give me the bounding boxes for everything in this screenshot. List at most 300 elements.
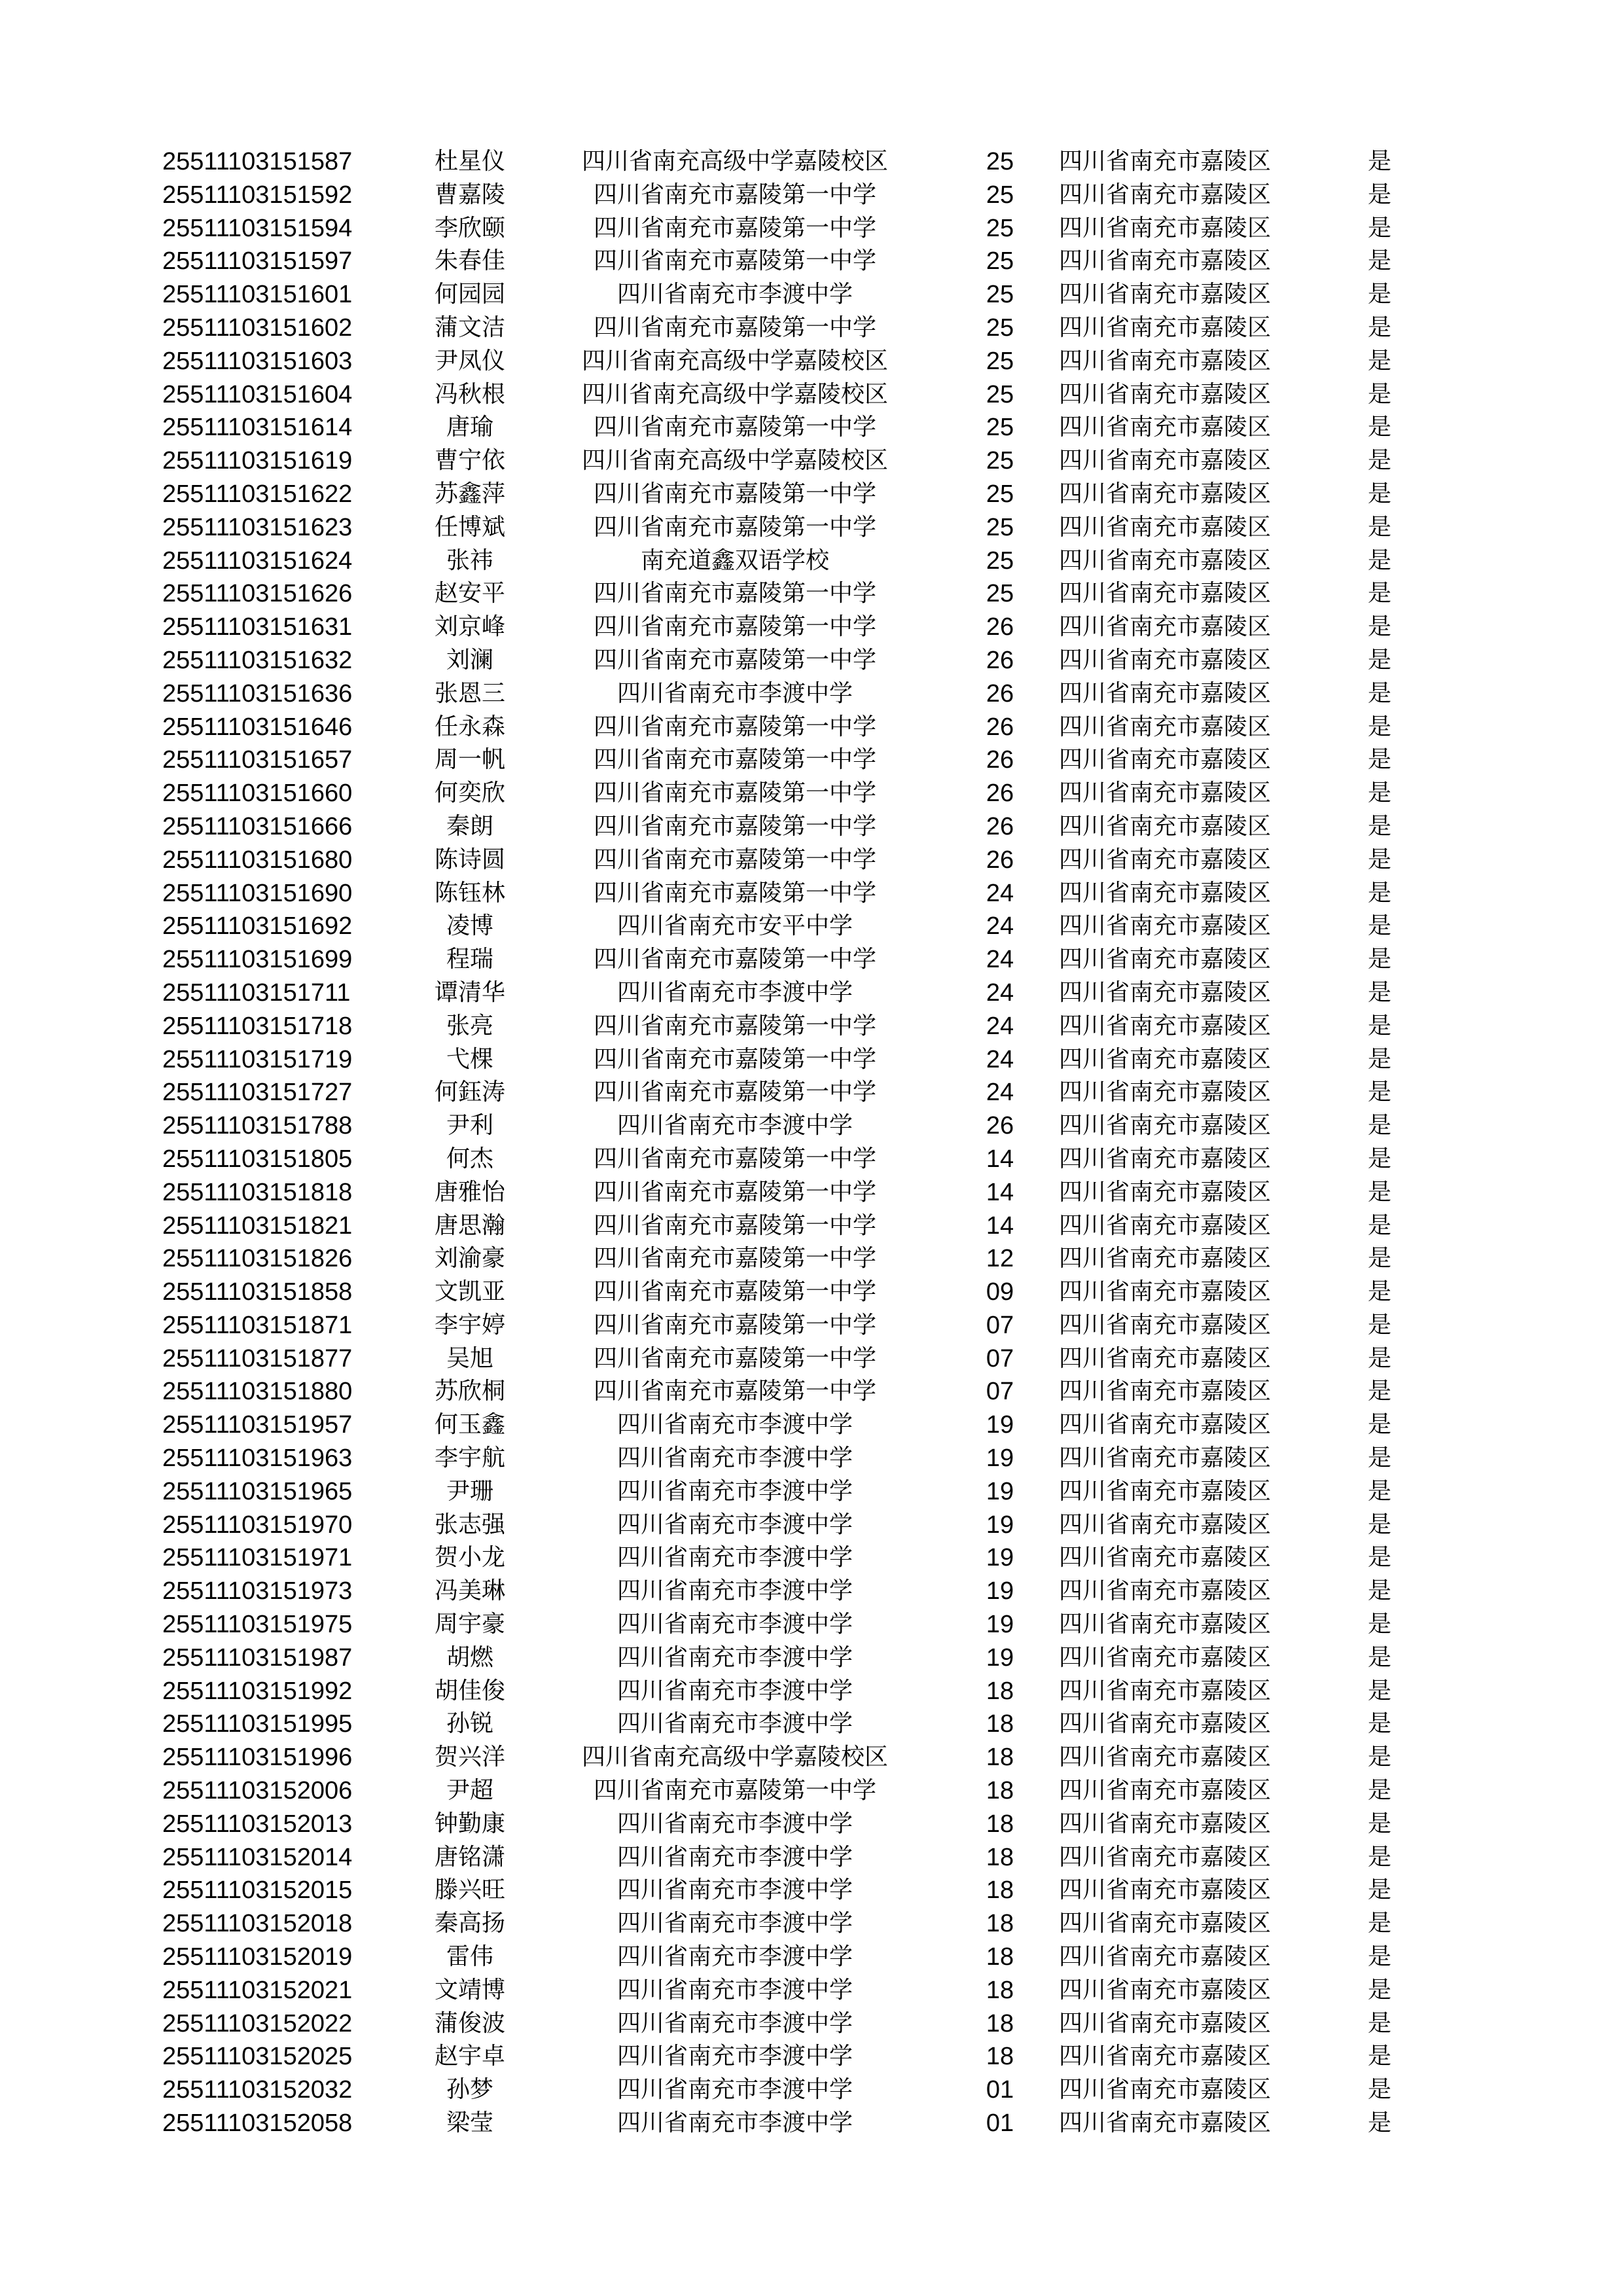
student-name-cell: 凌博 [446, 912, 493, 940]
status-cell: 是 [1367, 1112, 1391, 1139]
district-cell: 四川省南充市嘉陵区 [1059, 1311, 1272, 1338]
table-row [162, 245, 1438, 278]
school-cell: 四川省南充市李渡中学 [616, 1643, 853, 1671]
student-name-cell: 秦高扬 [434, 1910, 505, 1937]
class-number-cell: 18 [986, 2009, 1014, 2037]
exam-number-cell: 25511103152021 [162, 1976, 353, 2004]
table-row [162, 1442, 1438, 1475]
status-cell: 是 [1367, 148, 1391, 175]
class-number-cell: 24 [986, 978, 1014, 1007]
district-cell: 四川省南充市嘉陵区 [1059, 1843, 1272, 1871]
exam-number-cell: 25511103151719 [162, 1045, 353, 1073]
school-cell: 四川省南充高级中学嘉陵校区 [581, 447, 888, 475]
status-cell: 是 [1367, 780, 1391, 807]
student-name-cell: 张志强 [434, 1511, 505, 1538]
class-number-cell: 26 [986, 1112, 1014, 1140]
student-name-cell: 蒲文洁 [434, 314, 505, 341]
class-number-cell: 09 [986, 1278, 1014, 1306]
class-number-cell: 25 [986, 580, 1014, 608]
school-cell: 四川省南充市李渡中学 [616, 1910, 853, 1937]
school-cell: 四川省南充高级中学嘉陵校区 [581, 380, 888, 408]
table-row [162, 378, 1438, 412]
district-cell: 四川省南充市嘉陵区 [1059, 1643, 1272, 1671]
district-cell: 四川省南充市嘉陵区 [1059, 679, 1272, 707]
class-number-cell: 19 [986, 1544, 1014, 1572]
class-number-cell: 24 [986, 879, 1014, 907]
status-cell: 是 [1367, 846, 1391, 873]
student-name-cell: 刘澜 [446, 646, 493, 673]
student-name-cell: 文靖博 [434, 1976, 505, 2003]
table-row [162, 1375, 1438, 1408]
status-cell: 是 [1367, 1311, 1391, 1338]
student-name-cell: 胡佳俊 [434, 1677, 505, 1704]
school-cell: 四川省南充高级中学嘉陵校区 [581, 347, 888, 374]
school-cell: 四川省南充市嘉陵第一中学 [593, 314, 876, 341]
student-name-cell: 张恩三 [434, 679, 505, 707]
class-number-cell: 25 [986, 547, 1014, 575]
exam-number-cell: 25511103152013 [162, 1810, 353, 1838]
exam-number-cell: 25511103152006 [162, 1777, 353, 1805]
student-name-cell: 冯美琳 [434, 1577, 505, 1605]
district-cell: 四川省南充市嘉陵区 [1059, 247, 1272, 275]
class-number-cell: 26 [986, 746, 1014, 774]
table-row [162, 1176, 1438, 1210]
district-cell: 四川省南充市嘉陵区 [1059, 1777, 1272, 1804]
student-name-cell: 吴旭 [446, 1344, 493, 1372]
class-number-cell: 18 [986, 2043, 1014, 2071]
school-cell: 四川省南充市嘉陵第一中学 [593, 1311, 876, 1338]
exam-number-cell: 25511103151587 [162, 148, 353, 175]
status-cell: 是 [1367, 1477, 1391, 1505]
class-number-cell: 25 [986, 347, 1014, 375]
district-cell: 四川省南充市嘉陵区 [1059, 1810, 1272, 1837]
school-cell: 四川省南充市嘉陵第一中学 [593, 1245, 876, 1272]
student-name-cell: 张亮 [446, 1012, 493, 1039]
exam-number-cell: 25511103151594 [162, 214, 353, 242]
student-list-body [162, 145, 1438, 2140]
table-row [162, 278, 1438, 312]
district-cell: 四川省南充市嘉陵区 [1059, 513, 1272, 541]
exam-number-cell: 25511103151963 [162, 1444, 353, 1473]
table-row [162, 910, 1438, 943]
student-name-cell: 何玉鑫 [434, 1411, 505, 1439]
district-cell: 四川省南充市嘉陵区 [1059, 281, 1272, 308]
table-row [162, 1874, 1438, 1907]
table-row [162, 1276, 1438, 1309]
table-row [162, 1043, 1438, 1077]
exam-number-cell: 25511103151970 [162, 1511, 353, 1539]
student-name-cell: 任永森 [434, 713, 505, 740]
status-cell: 是 [1367, 281, 1391, 308]
district-cell: 四川省南充市嘉陵区 [1059, 1145, 1272, 1172]
district-cell: 四川省南充市嘉陵区 [1059, 2076, 1272, 2104]
district-cell: 四川省南充市嘉陵区 [1059, 1477, 1272, 1505]
school-cell: 四川省南充市李渡中学 [616, 281, 853, 308]
status-cell: 是 [1367, 1677, 1391, 1704]
table-row [162, 577, 1438, 611]
table-row [162, 1941, 1438, 1974]
district-cell: 四川省南充市嘉陵区 [1059, 1079, 1272, 1106]
table-row [162, 1675, 1438, 1708]
student-name-cell: 曹宁依 [434, 447, 505, 475]
exam-number-cell: 25511103152032 [162, 2076, 353, 2104]
school-cell: 四川省南充市李渡中学 [616, 1112, 853, 1139]
student-name-cell: 钟勤康 [434, 1810, 505, 1837]
district-cell: 四川省南充市嘉陵区 [1059, 1611, 1272, 1638]
exam-number-cell: 25511103151957 [162, 1411, 353, 1439]
student-name-cell: 文凯亚 [434, 1278, 505, 1306]
status-cell: 是 [1367, 2009, 1391, 2037]
table-row [162, 411, 1438, 444]
status-cell: 是 [1367, 1278, 1391, 1306]
school-cell: 四川省南充市李渡中学 [616, 1511, 853, 1538]
student-name-cell: 何鈺涛 [434, 1079, 505, 1106]
student-name-cell: 李宇航 [434, 1444, 505, 1472]
student-name-cell: 何奕欣 [434, 780, 505, 807]
class-number-cell: 01 [986, 2076, 1014, 2104]
school-cell: 四川省南充市李渡中学 [616, 978, 853, 1006]
table-row [162, 1608, 1438, 1641]
class-number-cell: 26 [986, 613, 1014, 641]
school-cell: 四川省南充市李渡中学 [616, 679, 853, 707]
exam-number-cell: 25511103151646 [162, 713, 353, 741]
district-cell: 四川省南充市嘉陵区 [1059, 2109, 1272, 2137]
school-cell: 四川省南充市李渡中学 [616, 1544, 853, 1571]
district-cell: 四川省南充市嘉陵区 [1059, 1411, 1272, 1439]
exam-number-cell: 25511103151657 [162, 746, 353, 774]
status-cell: 是 [1367, 2043, 1391, 2070]
table-row [162, 1010, 1438, 1043]
exam-number-cell: 25511103151975 [162, 1611, 353, 1639]
student-name-cell: 唐思瀚 [434, 1211, 505, 1239]
status-cell: 是 [1367, 1976, 1391, 2003]
class-number-cell: 18 [986, 1710, 1014, 1738]
student-name-cell: 雷伟 [446, 1943, 493, 1971]
district-cell: 四川省南充市嘉陵区 [1059, 1910, 1272, 1937]
status-cell: 是 [1367, 214, 1391, 242]
class-number-cell: 25 [986, 513, 1014, 541]
status-cell: 是 [1367, 380, 1391, 408]
exam-number-cell: 25511103152019 [162, 1943, 353, 1971]
exam-number-cell: 25511103151718 [162, 1012, 353, 1040]
student-name-cell: 弋棵 [446, 1045, 493, 1073]
status-cell: 是 [1367, 1876, 1391, 1904]
exam-number-cell: 25511103151626 [162, 580, 353, 608]
student-name-cell: 张祎 [446, 547, 493, 574]
class-number-cell: 18 [986, 1976, 1014, 2004]
district-cell: 四川省南充市嘉陵区 [1059, 580, 1272, 607]
class-number-cell: 24 [986, 912, 1014, 941]
table-row [162, 1575, 1438, 1608]
class-number-cell: 18 [986, 1910, 1014, 1938]
district-cell: 四川省南充市嘉陵区 [1059, 447, 1272, 475]
exam-number-cell: 25511103151614 [162, 414, 353, 442]
school-cell: 四川省南充市李渡中学 [616, 2109, 853, 2137]
district-cell: 四川省南充市嘉陵区 [1059, 1278, 1272, 1306]
class-number-cell: 26 [986, 679, 1014, 708]
district-cell: 四川省南充市嘉陵区 [1059, 912, 1272, 940]
status-cell: 是 [1367, 247, 1391, 275]
exam-number-cell: 25511103151699 [162, 946, 353, 974]
district-cell: 四川省南充市嘉陵区 [1059, 613, 1272, 641]
district-cell: 四川省南充市嘉陵区 [1059, 1677, 1272, 1704]
table-row [162, 2040, 1438, 2073]
school-cell: 四川省南充高级中学嘉陵校区 [581, 1744, 888, 1771]
table-row [162, 1841, 1438, 1874]
table-row [162, 1475, 1438, 1509]
status-cell: 是 [1367, 646, 1391, 673]
exam-number-cell: 25511103151727 [162, 1079, 353, 1107]
school-cell: 四川省南充市李渡中学 [616, 2076, 853, 2104]
class-number-cell: 19 [986, 1411, 1014, 1439]
status-cell: 是 [1367, 1943, 1391, 1971]
status-cell: 是 [1367, 2076, 1391, 2104]
exam-number-cell: 25511103151995 [162, 1710, 353, 1738]
exam-number-cell: 25511103151996 [162, 1744, 353, 1772]
district-cell: 四川省南充市嘉陵区 [1059, 946, 1272, 973]
table-row [162, 1774, 1438, 1808]
table-row [162, 1143, 1438, 1176]
exam-number-cell: 25511103152022 [162, 2009, 353, 2037]
district-cell: 四川省南充市嘉陵区 [1059, 347, 1272, 374]
exam-number-cell: 25511103151666 [162, 812, 353, 840]
table-row [162, 2107, 1438, 2140]
status-cell: 是 [1367, 1910, 1391, 1937]
status-cell: 是 [1367, 1145, 1391, 1172]
status-cell: 是 [1367, 1643, 1391, 1671]
student-name-cell: 曹嘉陵 [434, 181, 505, 208]
status-cell: 是 [1367, 1444, 1391, 1472]
status-cell: 是 [1367, 1577, 1391, 1605]
status-cell: 是 [1367, 912, 1391, 940]
table-row [162, 1708, 1438, 1741]
class-number-cell: 25 [986, 447, 1014, 475]
status-cell: 是 [1367, 181, 1391, 208]
class-number-cell: 19 [986, 1477, 1014, 1505]
student-name-cell: 苏鑫萍 [434, 480, 505, 507]
exam-number-cell: 25511103151690 [162, 879, 353, 907]
status-cell: 是 [1367, 414, 1391, 441]
exam-number-cell: 25511103151624 [162, 547, 353, 575]
table-row [162, 777, 1438, 810]
student-name-cell: 刘京峰 [434, 613, 505, 641]
status-cell: 是 [1367, 1777, 1391, 1804]
student-name-cell: 贺兴洋 [434, 1744, 505, 1771]
status-cell: 是 [1367, 1511, 1391, 1538]
student-name-cell: 唐铭潇 [434, 1843, 505, 1871]
class-number-cell: 26 [986, 646, 1014, 674]
exam-number-cell: 25511103152018 [162, 1910, 353, 1938]
status-cell: 是 [1367, 613, 1391, 641]
table-row [162, 943, 1438, 977]
exam-number-cell: 25511103151805 [162, 1145, 353, 1173]
school-cell: 四川省南充市嘉陵第一中学 [593, 247, 876, 275]
class-number-cell: 25 [986, 314, 1014, 342]
table-row [162, 1076, 1438, 1109]
student-name-cell: 李欣颐 [434, 214, 505, 242]
exam-number-cell: 25511103151818 [162, 1178, 353, 1206]
district-cell: 四川省南充市嘉陵区 [1059, 380, 1272, 408]
status-cell: 是 [1367, 314, 1391, 341]
table-row [162, 312, 1438, 345]
student-name-cell: 朱春佳 [434, 247, 505, 275]
student-name-cell: 蒲俊波 [434, 2009, 505, 2037]
status-cell: 是 [1367, 978, 1391, 1006]
student-name-cell: 贺小龙 [434, 1544, 505, 1571]
school-cell: 四川省南充市嘉陵第一中学 [593, 713, 876, 740]
class-number-cell: 26 [986, 780, 1014, 808]
school-cell: 四川省南充市李渡中学 [616, 1810, 853, 1837]
exam-number-cell: 25511103151692 [162, 912, 353, 941]
exam-number-cell: 25511103151603 [162, 347, 353, 375]
district-cell: 四川省南充市嘉陵区 [1059, 1744, 1272, 1771]
exam-number-cell: 25511103151965 [162, 1477, 353, 1505]
status-cell: 是 [1367, 746, 1391, 774]
status-cell: 是 [1367, 513, 1391, 541]
table-row [162, 444, 1438, 478]
district-cell: 四川省南充市嘉陵区 [1059, 480, 1272, 507]
school-cell: 四川省南充市李渡中学 [616, 1477, 853, 1505]
school-cell: 四川省南充市嘉陵第一中学 [593, 1178, 876, 1206]
exam-number-cell: 25511103151877 [162, 1344, 353, 1372]
school-cell: 四川省南充市嘉陵第一中学 [593, 780, 876, 807]
class-number-cell: 25 [986, 148, 1014, 175]
class-number-cell: 07 [986, 1311, 1014, 1339]
status-cell: 是 [1367, 1544, 1391, 1571]
district-cell: 四川省南充市嘉陵区 [1059, 1045, 1272, 1073]
student-name-cell: 刘渝豪 [434, 1245, 505, 1272]
class-number-cell: 25 [986, 281, 1014, 309]
district-cell: 四川省南充市嘉陵区 [1059, 1444, 1272, 1472]
student-name-cell: 胡燃 [446, 1643, 493, 1671]
exam-number-cell: 25511103151604 [162, 380, 353, 408]
district-cell: 四川省南充市嘉陵区 [1059, 414, 1272, 441]
class-number-cell: 24 [986, 946, 1014, 974]
exam-number-cell: 25511103151858 [162, 1278, 353, 1306]
student-name-cell: 尹珊 [446, 1477, 493, 1505]
table-row [162, 1741, 1438, 1774]
exam-number-cell: 25511103151623 [162, 513, 353, 541]
class-number-cell: 26 [986, 846, 1014, 874]
district-cell: 四川省南充市嘉陵区 [1059, 1976, 1272, 2003]
district-cell: 四川省南充市嘉陵区 [1059, 1344, 1272, 1372]
student-name-cell: 陈诗圆 [434, 846, 505, 873]
school-cell: 四川省南充市嘉陵第一中学 [593, 1145, 876, 1172]
class-number-cell: 19 [986, 1611, 1014, 1639]
district-cell: 四川省南充市嘉陵区 [1059, 646, 1272, 673]
table-row [162, 611, 1438, 644]
school-cell: 四川省南充市嘉陵第一中学 [593, 1777, 876, 1804]
district-cell: 四川省南充市嘉陵区 [1059, 2043, 1272, 2070]
district-cell: 四川省南充市嘉陵区 [1059, 148, 1272, 175]
class-number-cell: 25 [986, 414, 1014, 442]
school-cell: 四川省南充市嘉陵第一中学 [593, 646, 876, 673]
status-cell: 是 [1367, 679, 1391, 707]
exam-number-cell: 25511103152015 [162, 1876, 353, 1905]
table-row [162, 179, 1438, 212]
class-number-cell: 18 [986, 1876, 1014, 1905]
school-cell: 四川省南充市嘉陵第一中学 [593, 746, 876, 774]
student-name-cell: 赵安平 [434, 580, 505, 607]
district-cell: 四川省南充市嘉陵区 [1059, 1245, 1272, 1272]
class-number-cell: 24 [986, 1079, 1014, 1107]
school-cell: 四川省南充市嘉陵第一中学 [593, 181, 876, 208]
school-cell: 四川省南充市李渡中学 [616, 1943, 853, 1971]
table-row [162, 644, 1438, 677]
table-row [162, 478, 1438, 511]
status-cell: 是 [1367, 580, 1391, 607]
school-cell: 四川省南充市李渡中学 [616, 2043, 853, 2070]
table-row [162, 977, 1438, 1010]
class-number-cell: 24 [986, 1045, 1014, 1073]
status-cell: 是 [1367, 1710, 1391, 1738]
exam-number-cell: 25511103151601 [162, 281, 353, 309]
student-name-cell: 孙梦 [446, 2076, 493, 2104]
student-name-cell: 唐雅怡 [434, 1178, 505, 1206]
school-cell: 四川省南充市李渡中学 [616, 1710, 853, 1738]
status-cell: 是 [1367, 1045, 1391, 1073]
school-cell: 四川省南充高级中学嘉陵校区 [581, 148, 888, 175]
school-cell: 四川省南充市嘉陵第一中学 [593, 812, 876, 840]
school-cell: 四川省南充市李渡中学 [616, 2009, 853, 2037]
school-cell: 四川省南充市嘉陵第一中学 [593, 1378, 876, 1405]
status-cell: 是 [1367, 1810, 1391, 1837]
exam-number-cell: 25511103152014 [162, 1843, 353, 1871]
table-row [162, 711, 1438, 744]
exam-number-cell: 25511103151987 [162, 1643, 353, 1672]
status-cell: 是 [1367, 1843, 1391, 1871]
class-number-cell: 18 [986, 1843, 1014, 1871]
district-cell: 四川省南充市嘉陵区 [1059, 1178, 1272, 1206]
district-cell: 四川省南充市嘉陵区 [1059, 1943, 1272, 1971]
class-number-cell: 24 [986, 1012, 1014, 1040]
table-row [162, 1974, 1438, 2007]
exam-number-cell: 25511103151680 [162, 846, 353, 874]
district-cell: 四川省南充市嘉陵区 [1059, 1211, 1272, 1239]
exam-number-cell: 25511103151821 [162, 1211, 353, 1240]
class-number-cell: 14 [986, 1145, 1014, 1173]
table-row [162, 1109, 1438, 1143]
table-row [162, 511, 1438, 545]
school-cell: 四川省南充市嘉陵第一中学 [593, 1211, 876, 1239]
class-number-cell: 18 [986, 1744, 1014, 1772]
student-name-cell: 滕兴旺 [434, 1876, 505, 1904]
district-cell: 四川省南充市嘉陵区 [1059, 846, 1272, 873]
district-cell: 四川省南充市嘉陵区 [1059, 1544, 1272, 1571]
student-name-cell: 何杰 [446, 1145, 493, 1172]
class-number-cell: 26 [986, 812, 1014, 840]
school-cell: 四川省南充市安平中学 [616, 912, 853, 940]
district-cell: 四川省南充市嘉陵区 [1059, 1112, 1272, 1139]
class-number-cell: 12 [986, 1245, 1014, 1273]
student-name-cell: 周宇豪 [434, 1611, 505, 1638]
student-name-cell: 梁莹 [446, 2109, 493, 2137]
table-row [162, 810, 1438, 844]
exam-number-cell: 25511103151597 [162, 247, 353, 276]
class-number-cell: 18 [986, 1677, 1014, 1705]
exam-number-cell: 25511103151602 [162, 314, 353, 342]
exam-number-cell: 25511103151632 [162, 646, 353, 674]
district-cell: 四川省南充市嘉陵区 [1059, 1511, 1272, 1538]
exam-number-cell: 25511103151622 [162, 480, 353, 508]
school-cell: 四川省南充市嘉陵第一中学 [593, 214, 876, 242]
class-number-cell: 25 [986, 480, 1014, 508]
district-cell: 四川省南充市嘉陵区 [1059, 812, 1272, 840]
student-name-cell: 陈钰林 [434, 879, 505, 906]
exam-number-cell: 25511103151711 [162, 978, 351, 1007]
class-number-cell: 19 [986, 1643, 1014, 1672]
exam-number-cell: 25511103151880 [162, 1378, 353, 1406]
